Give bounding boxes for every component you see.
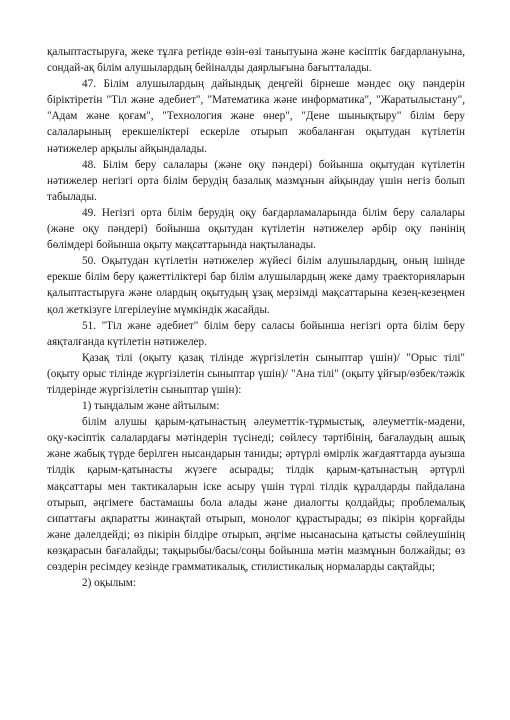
list-item-listening-speaking: 1) тыңдалым және айтылым:: [82, 400, 220, 413]
paragraph-49: 49. Негізгі орта білім берудің оқу бағдарламаларында білім беру салалары (және оқу пәндері) бойынша оқытудан күтілетін нәтижелер әрбір оқу пәнінің бөлімдері бойынша оқыту мақсаттарында нақтыланады.: [47, 206, 465, 252]
paragraph-language-subjects: Қазақ тілі (оқыту қазақ тілінде жүргізілетін сыныптар үшін)/ "Орыс тілі" (оқыту орыс тілінде жүргізілетін сыныптар үшін)/ "Ана тілі" (оқыту ұйғыр/өзбек/тәжік тілдерінде жүргізілетін сыныптар үшін):: [47, 351, 465, 396]
document-page: [47, 44, 465, 591]
paragraph-intro-continuation: қалыптастыруға, жеке тұлға ретінде өзін-өзі танытуына және кәсіптік бағдарлануына, сондай-ақ білім алушылардың бейіналды даярлығына бағытталады.: [47, 46, 465, 75]
paragraph-51: 51. "Тіл және әдебиет" білім беру саласы бойынша негізгі орта білім беру аяқталғанда күтілетін нәтижелер.: [47, 319, 465, 348]
paragraph-48: 48. Білім беру салалары (және оқу пәндері) бойынша оқытудан күтілетін нәтижелер негізгі орта білім берудің базалық мазмұнын айқындау үшін негіз болып табылады.: [47, 158, 465, 203]
paragraph-50: 50. Оқытудан күтілетін нәтижелер жүйесі білім алушылардың, оның ішінде ерекше білім беру қажеттіліктері бар білім алушылардың жеке даму траекторияларын қалыптастыруға және олардың оқытудың ұзақ мерзімді мақсаттарына кезең-кезеңмен қол жеткізуге ілгерілеуіне мүмкіндік жасайды.: [47, 255, 465, 316]
list-item-reading: 2) оқылым:: [82, 577, 136, 590]
paragraph-listening-speaking-outcomes: білім алушы қарым-қатынастың әлеуметтік-тұрмыстық, әлеуметтік-мәдени, оқу-кәсіптік салалардағы мәтіндерін түсінеді; сөйлесу тәртібінің, бағалаудың ашық және жабық түрде берілген нысандарын таниды; әртүрлі өмірлік жағдаяттарда ауызша тілдік қарым-қатынасты жүзеге асырады; тілдік қарым-қатынастың әртүрлі мақсаттары мен тактикаларын іске асыру үшін түрлі тілдік құралдарды пайдалана отырып, әңгімеге бастамашы бола алады және диалогты қолдайды; проблемалық сипаттағы ақпаратты жинақтай отырып, монолог құрастырады; өз пікірін қорғайды және дәлелдейді; өз пікірін білдіре отырып, әңгіме нысанасына қатысты сөйлеушінің көзқарасын бағалайды; тақырыбы/басы/соңы бойынша мәтін мазмұнын болжайды; өз сөздерін ресімдеу кезінде грамматикалық, стилистикалық нормаларды сақтайды;: [47, 416, 465, 573]
paragraph-47: 47. Білім алушылардың дайындық деңгейі бірнеше мәндес оқу пәндерін біріктіретін "Тіл және әдебиет", "Математика және информатика", "Жаратылыстану", "Адам және қоғам", "Технология және өнер", "Дене шынықтыру" білім беру салаларының ерекшеліктері ескеріле отырып жобаланған оқытудан күтілетін нәтижелер арқылы айқындалады.: [47, 78, 465, 155]
